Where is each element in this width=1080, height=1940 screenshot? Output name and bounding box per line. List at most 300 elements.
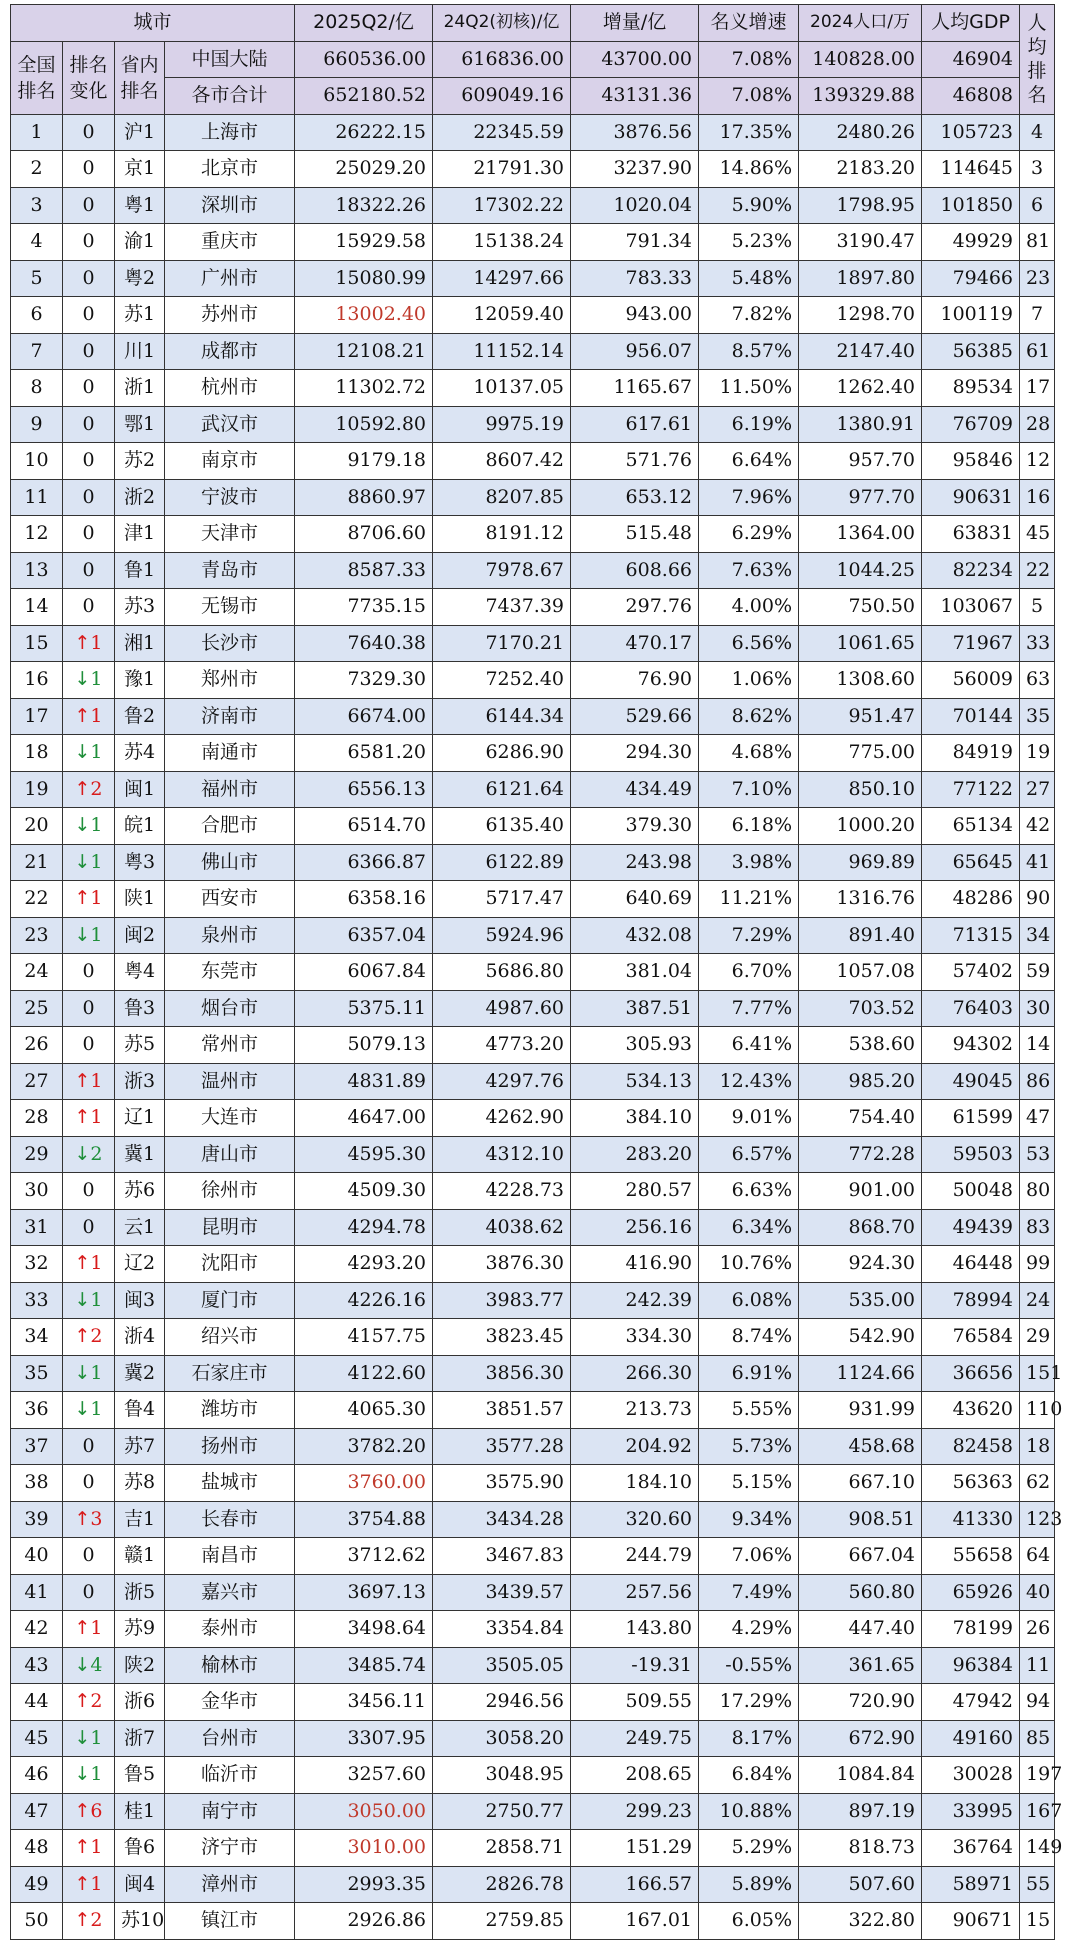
table-row	[11, 990, 1055, 1027]
summary-gdp2025: 652180.52	[295, 78, 433, 115]
population: 750.50	[799, 589, 922, 626]
growth-rate: 7.06%	[699, 1538, 799, 1575]
population: 931.99	[799, 1392, 922, 1429]
per-capita-rank: 17	[1020, 370, 1055, 407]
population: 868.70	[799, 1209, 922, 1246]
gdp-2024q2: 11152.14	[433, 333, 571, 370]
national-rank: 29	[11, 1136, 63, 1173]
province-rank: 冀2	[115, 1355, 165, 1392]
table-row	[11, 917, 1055, 954]
header-per-capita-rank: 人均排名	[1020, 5, 1055, 115]
population: 703.52	[799, 990, 922, 1027]
rank-change-value: 0	[82, 595, 95, 618]
arrow-down-icon: ↓	[74, 1142, 91, 1165]
per-capita-rank: 4	[1020, 114, 1055, 151]
header-growth: 名义增速	[699, 5, 799, 42]
table-row	[11, 1501, 1055, 1538]
national-rank: 7	[11, 333, 63, 370]
rank-change-value: 0	[82, 120, 95, 143]
rank-change	[63, 406, 115, 443]
increase: 387.51	[571, 990, 699, 1027]
rank-change-value: 0	[82, 485, 95, 508]
province-rank: 津1	[115, 516, 165, 553]
city-name: 泰州市	[165, 1611, 295, 1648]
gdp-2024q2: 4773.20	[433, 1027, 571, 1064]
national-rank: 34	[11, 1319, 63, 1356]
national-rank: 23	[11, 917, 63, 954]
growth-rate: 6.64%	[699, 443, 799, 480]
rank-change	[63, 260, 115, 297]
growth-rate: 6.57%	[699, 1136, 799, 1173]
gdp-2025q2: 3307.95	[295, 1720, 433, 1757]
population: 951.47	[799, 698, 922, 735]
gdp-2025q2: 18322.26	[295, 187, 433, 224]
table-row	[11, 1611, 1055, 1648]
increase: 242.39	[571, 1282, 699, 1319]
gdp-2025q2: 15929.58	[295, 224, 433, 261]
rank-change-value: 1	[90, 668, 103, 691]
per-capita-gdp: 58971	[922, 1866, 1020, 1903]
per-capita-rank: 29	[1020, 1319, 1055, 1356]
growth-rate: 7.49%	[699, 1574, 799, 1611]
gdp-2024q2: 3823.45	[433, 1319, 571, 1356]
national-rank: 4	[11, 224, 63, 261]
city-name: 镇江市	[165, 1903, 295, 1940]
rank-change	[63, 662, 115, 699]
per-capita-gdp: 49160	[922, 1720, 1020, 1757]
gdp-2024q2: 4038.62	[433, 1209, 571, 1246]
national-rank: 22	[11, 881, 63, 918]
arrow-up-icon: ↑	[74, 887, 91, 910]
city-name: 潍坊市	[165, 1392, 295, 1429]
national-rank: 20	[11, 808, 63, 845]
gdp-2024q2: 4987.60	[433, 990, 571, 1027]
growth-rate: 6.91%	[699, 1355, 799, 1392]
population: 901.00	[799, 1173, 922, 1210]
growth-rate: 9.01%	[699, 1100, 799, 1137]
gdp-2024q2: 3577.28	[433, 1428, 571, 1465]
province-rank: 鲁6	[115, 1830, 165, 1867]
arrow-down-icon: ↓	[74, 1361, 91, 1384]
rank-change	[63, 443, 115, 480]
gdp-2024q2: 8207.85	[433, 479, 571, 516]
population: 1000.20	[799, 808, 922, 845]
city-name: 嘉兴市	[165, 1574, 295, 1611]
rank-change	[63, 1830, 115, 1867]
gdp-2025q2: 10592.80	[295, 406, 433, 443]
rank-change	[63, 1246, 115, 1283]
national-rank: 30	[11, 1173, 63, 1210]
per-capita-gdp: 82458	[922, 1428, 1020, 1465]
growth-rate: 6.70%	[699, 954, 799, 991]
gdp-2025q2: 4226.16	[295, 1282, 433, 1319]
growth-rate: 6.08%	[699, 1282, 799, 1319]
national-rank: 33	[11, 1282, 63, 1319]
per-capita-gdp: 63831	[922, 516, 1020, 553]
table-row	[11, 1428, 1055, 1465]
national-rank: 6	[11, 297, 63, 334]
growth-rate: 1.06%	[699, 662, 799, 699]
population: 1798.95	[799, 187, 922, 224]
growth-rate: 6.29%	[699, 516, 799, 553]
gdp-2025q2: 4595.30	[295, 1136, 433, 1173]
national-rank: 25	[11, 990, 63, 1027]
table-row	[11, 370, 1055, 407]
national-rank: 39	[11, 1501, 63, 1538]
table-row	[11, 114, 1055, 151]
national-rank: 5	[11, 260, 63, 297]
city-name: 青岛市	[165, 552, 295, 589]
per-capita-gdp: 94302	[922, 1027, 1020, 1064]
per-capita-rank: 33	[1020, 625, 1055, 662]
rank-change	[63, 1355, 115, 1392]
per-capita-gdp: 82234	[922, 552, 1020, 589]
per-capita-rank: 55	[1020, 1866, 1055, 1903]
gdp-2025q2: 3257.60	[295, 1757, 433, 1794]
table-row	[11, 735, 1055, 772]
province-rank: 粤1	[115, 187, 165, 224]
growth-rate: 8.74%	[699, 1319, 799, 1356]
gdp-2025q2: 2926.86	[295, 1903, 433, 1940]
national-rank: 16	[11, 662, 63, 699]
rank-change-value: 1	[90, 1398, 103, 1421]
gdp-2025q2: 25029.20	[295, 151, 433, 188]
national-rank: 24	[11, 954, 63, 991]
city-name: 南通市	[165, 735, 295, 772]
province-rank: 浙7	[115, 1720, 165, 1757]
rank-change	[63, 625, 115, 662]
per-capita-gdp: 71967	[922, 625, 1020, 662]
rank-change-value: 0	[82, 376, 95, 399]
population: 3190.47	[799, 224, 922, 261]
national-rank: 21	[11, 844, 63, 881]
province-rank: 辽1	[115, 1100, 165, 1137]
gdp-2025q2: 6556.13	[295, 771, 433, 808]
rank-change	[63, 224, 115, 261]
per-capita-rank: 151	[1020, 1355, 1055, 1392]
population: 2183.20	[799, 151, 922, 188]
rank-change-value: 0	[82, 1580, 95, 1603]
per-capita-gdp: 105723	[922, 114, 1020, 151]
per-capita-rank: 30	[1020, 990, 1055, 1027]
rank-change-value: 0	[82, 1544, 95, 1567]
rank-change	[63, 333, 115, 370]
summary-growth: 7.08%	[699, 78, 799, 115]
per-capita-gdp: 101850	[922, 187, 1020, 224]
summary-population: 140828.00	[799, 41, 922, 78]
gdp-2024q2: 12059.40	[433, 297, 571, 334]
per-capita-rank: 16	[1020, 479, 1055, 516]
per-capita-gdp: 100119	[922, 297, 1020, 334]
increase: 249.75	[571, 1720, 699, 1757]
rank-change-value: 1	[90, 814, 103, 837]
growth-rate: 4.29%	[699, 1611, 799, 1648]
gdp-2025q2: 3754.88	[295, 1501, 433, 1538]
table-row	[11, 589, 1055, 626]
header-rank-change: 排名变化	[63, 41, 115, 114]
gdp-2024q2: 6144.34	[433, 698, 571, 735]
rank-change-value: 2	[90, 777, 103, 800]
gdp-2024q2: 5717.47	[433, 881, 571, 918]
growth-rate: 6.63%	[699, 1173, 799, 1210]
table-row	[11, 1793, 1055, 1830]
table-row	[11, 151, 1055, 188]
gdp-2024q2: 4228.73	[433, 1173, 571, 1210]
table-row	[11, 1647, 1055, 1684]
city-name: 常州市	[165, 1027, 295, 1064]
rank-change	[63, 1063, 115, 1100]
gdp-2024q2: 3467.83	[433, 1538, 571, 1575]
province-rank: 吉1	[115, 1501, 165, 1538]
rank-change	[63, 1392, 115, 1429]
growth-rate: 4.00%	[699, 589, 799, 626]
per-capita-gdp: 65926	[922, 1574, 1020, 1611]
national-rank: 10	[11, 443, 63, 480]
population: 772.28	[799, 1136, 922, 1173]
gdp-2025q2: 3782.20	[295, 1428, 433, 1465]
table-row	[11, 1319, 1055, 1356]
rank-change-value: 1	[90, 1361, 103, 1384]
per-capita-rank: 62	[1020, 1465, 1055, 1502]
province-rank: 苏10	[115, 1903, 165, 1940]
rank-change-value: 2	[90, 1690, 103, 1713]
province-rank: 苏1	[115, 297, 165, 334]
city-name: 苏州市	[165, 297, 295, 334]
national-rank: 8	[11, 370, 63, 407]
increase: 257.56	[571, 1574, 699, 1611]
increase: 244.79	[571, 1538, 699, 1575]
increase: 294.30	[571, 735, 699, 772]
city-name: 合肥市	[165, 808, 295, 845]
gdp-2024q2: 9975.19	[433, 406, 571, 443]
increase: 213.73	[571, 1392, 699, 1429]
city-name: 南昌市	[165, 1538, 295, 1575]
table-row	[11, 698, 1055, 735]
summary-population: 139329.88	[799, 78, 922, 115]
increase: 640.69	[571, 881, 699, 918]
gdp-2024q2: 8607.42	[433, 443, 571, 480]
rank-change	[63, 1611, 115, 1648]
summary-label: 中国大陆	[165, 41, 295, 78]
gdp-2024q2: 4262.90	[433, 1100, 571, 1137]
increase: 432.08	[571, 917, 699, 954]
table-row	[11, 1684, 1055, 1721]
population: 542.90	[799, 1319, 922, 1356]
increase: 515.48	[571, 516, 699, 553]
province-rank: 苏9	[115, 1611, 165, 1648]
table-row	[11, 297, 1055, 334]
population: 818.73	[799, 1830, 922, 1867]
national-rank: 50	[11, 1903, 63, 1940]
per-capita-gdp: 78994	[922, 1282, 1020, 1319]
arrow-down-icon: ↓	[74, 1726, 91, 1749]
per-capita-rank: 59	[1020, 954, 1055, 991]
increase: 305.93	[571, 1027, 699, 1064]
province-rank: 鲁4	[115, 1392, 165, 1429]
growth-rate: 6.56%	[699, 625, 799, 662]
national-rank: 46	[11, 1757, 63, 1794]
summary-per-capita: 46904	[922, 41, 1020, 78]
per-capita-gdp: 56385	[922, 333, 1020, 370]
rank-change-value: 0	[82, 1434, 95, 1457]
province-rank: 苏2	[115, 443, 165, 480]
per-capita-rank: 149	[1020, 1830, 1055, 1867]
rank-change	[63, 990, 115, 1027]
table-row	[11, 1720, 1055, 1757]
city-name: 武汉市	[165, 406, 295, 443]
gdp-2025q2: 8860.97	[295, 479, 433, 516]
arrow-up-icon: ↑	[74, 1069, 91, 1092]
growth-rate: 12.43%	[699, 1063, 799, 1100]
table-row	[11, 552, 1055, 589]
growth-rate: 3.98%	[699, 844, 799, 881]
per-capita-rank: 110	[1020, 1392, 1055, 1429]
per-capita-rank: 7	[1020, 297, 1055, 334]
table-row	[11, 1282, 1055, 1319]
gdp-2024q2: 7978.67	[433, 552, 571, 589]
rank-change-value: 0	[82, 449, 95, 472]
per-capita-gdp: 77122	[922, 771, 1020, 808]
gdp-2024q2: 3439.57	[433, 1574, 571, 1611]
rank-change	[63, 151, 115, 188]
gdp-2025q2: 4293.20	[295, 1246, 433, 1283]
summary-gdp2025: 660536.00	[295, 41, 433, 78]
national-rank: 49	[11, 1866, 63, 1903]
population: 1084.84	[799, 1757, 922, 1794]
increase: 299.23	[571, 1793, 699, 1830]
growth-rate: 5.90%	[699, 187, 799, 224]
province-rank: 苏4	[115, 735, 165, 772]
gdp-2024q2: 2946.56	[433, 1684, 571, 1721]
province-rank: 豫1	[115, 662, 165, 699]
rank-change	[63, 1173, 115, 1210]
per-capita-rank: 197	[1020, 1757, 1055, 1794]
per-capita-rank: 34	[1020, 917, 1055, 954]
table-row	[11, 1063, 1055, 1100]
national-rank: 31	[11, 1209, 63, 1246]
population: 969.89	[799, 844, 922, 881]
growth-rate: 6.05%	[699, 1903, 799, 1940]
per-capita-rank: 53	[1020, 1136, 1055, 1173]
increase: 653.12	[571, 479, 699, 516]
gdp-2024q2: 3876.30	[433, 1246, 571, 1283]
growth-rate: 5.55%	[699, 1392, 799, 1429]
growth-rate: 10.76%	[699, 1246, 799, 1283]
gdp-2025q2: 4509.30	[295, 1173, 433, 1210]
per-capita-rank: 22	[1020, 552, 1055, 589]
population: 2147.40	[799, 333, 922, 370]
city-name: 南京市	[165, 443, 295, 480]
city-name: 福州市	[165, 771, 295, 808]
rank-change-value: 1	[90, 1617, 103, 1640]
table-row	[11, 443, 1055, 480]
gdp-2024q2: 3856.30	[433, 1355, 571, 1392]
per-capita-rank: 23	[1020, 260, 1055, 297]
table-row	[11, 1757, 1055, 1794]
table-row	[11, 1173, 1055, 1210]
arrow-down-icon: ↓	[74, 1288, 91, 1311]
city-name: 唐山市	[165, 1136, 295, 1173]
gdp-2024q2: 3575.90	[433, 1465, 571, 1502]
increase: 266.30	[571, 1355, 699, 1392]
increase: 783.33	[571, 260, 699, 297]
rank-change	[63, 1209, 115, 1246]
growth-rate: 7.10%	[699, 771, 799, 808]
province-rank: 苏6	[115, 1173, 165, 1210]
per-capita-gdp: 79466	[922, 260, 1020, 297]
growth-rate: 17.35%	[699, 114, 799, 151]
per-capita-rank: 123	[1020, 1501, 1055, 1538]
rank-change	[63, 881, 115, 918]
arrow-up-icon: ↑	[74, 631, 91, 654]
city-name: 徐州市	[165, 1173, 295, 1210]
increase: 166.57	[571, 1866, 699, 1903]
growth-rate: -0.55%	[699, 1647, 799, 1684]
city-name: 榆林市	[165, 1647, 295, 1684]
arrow-up-icon: ↑	[74, 1909, 91, 1932]
per-capita-gdp: 47942	[922, 1684, 1020, 1721]
gdp-2025q2: 11302.72	[295, 370, 433, 407]
arrow-up-icon: ↑	[74, 1690, 91, 1713]
growth-rate: 10.88%	[699, 1793, 799, 1830]
population: 754.40	[799, 1100, 922, 1137]
city-name: 济南市	[165, 698, 295, 735]
table-row	[11, 771, 1055, 808]
growth-rate: 7.77%	[699, 990, 799, 1027]
per-capita-rank: 3	[1020, 151, 1055, 188]
gdp-2025q2: 3712.62	[295, 1538, 433, 1575]
increase: 143.80	[571, 1611, 699, 1648]
arrow-up-icon: ↑	[74, 1252, 91, 1275]
growth-rate: 5.73%	[699, 1428, 799, 1465]
per-capita-rank: 27	[1020, 771, 1055, 808]
gdp-2025q2: 3456.11	[295, 1684, 433, 1721]
rank-change	[63, 844, 115, 881]
summary-label: 各市合计	[165, 78, 295, 115]
city-name: 厦门市	[165, 1282, 295, 1319]
province-rank: 苏3	[115, 589, 165, 626]
rank-change	[63, 1282, 115, 1319]
increase: 283.20	[571, 1136, 699, 1173]
table-row	[11, 479, 1055, 516]
province-rank: 辽2	[115, 1246, 165, 1283]
rank-change	[63, 698, 115, 735]
gdp-2025q2: 3050.00	[295, 1793, 433, 1830]
increase: 208.65	[571, 1757, 699, 1794]
city-name: 无锡市	[165, 589, 295, 626]
rank-change	[63, 1866, 115, 1903]
gdp-2025q2: 4122.60	[295, 1355, 433, 1392]
city-name: 金华市	[165, 1684, 295, 1721]
table-row	[11, 224, 1055, 261]
rank-change-value: 4	[90, 1653, 103, 1676]
rank-change	[63, 1574, 115, 1611]
table-row	[11, 406, 1055, 443]
gdp-2025q2: 6357.04	[295, 917, 433, 954]
city-name: 重庆市	[165, 224, 295, 261]
population: 924.30	[799, 1246, 922, 1283]
province-rank: 皖1	[115, 808, 165, 845]
increase: 470.17	[571, 625, 699, 662]
rank-change-value: 0	[82, 339, 95, 362]
population: 1316.76	[799, 881, 922, 918]
header-population: 2024人口/万	[799, 5, 922, 42]
rank-change-value: 0	[82, 157, 95, 180]
city-name: 绍兴市	[165, 1319, 295, 1356]
rank-change	[63, 1720, 115, 1757]
arrow-down-icon: ↓	[74, 1763, 91, 1786]
rank-change	[63, 114, 115, 151]
